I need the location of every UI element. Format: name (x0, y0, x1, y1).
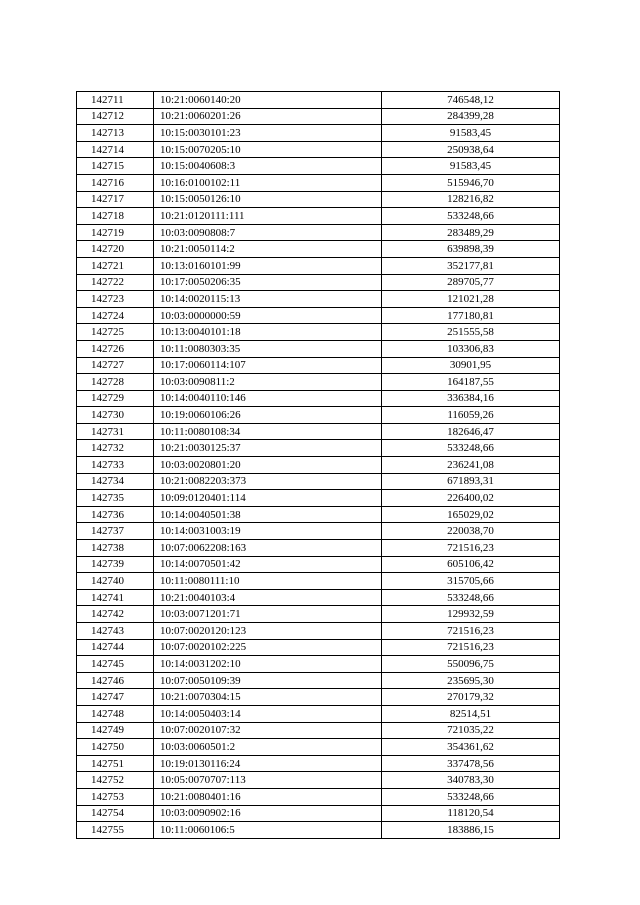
table-row (77, 390, 560, 407)
cadastral-number-cell: 10:15:0040608:3 (154, 158, 382, 175)
row-number-cell: 142747 (77, 689, 154, 706)
cadastral-number-cell: 10:03:0020801:20 (154, 457, 382, 474)
row-number-cell: 142751 (77, 755, 154, 772)
table-row (77, 241, 560, 258)
cadastral-number-cell: 10:03:0090811:2 (154, 374, 382, 391)
value-cell: 315705,66 (382, 573, 560, 590)
value-cell: 251555,58 (382, 324, 560, 341)
table-row (77, 573, 560, 590)
table-row (77, 540, 560, 557)
value-cell: 183886,15 (382, 822, 560, 839)
row-number-cell: 142737 (77, 523, 154, 540)
cadastral-number-cell: 10:07:0062208:163 (154, 540, 382, 557)
row-number-cell: 142712 (77, 108, 154, 125)
cadastral-number-cell: 10:03:0000000:59 (154, 307, 382, 324)
data-table (76, 91, 560, 839)
table-row (77, 589, 560, 606)
table-row (77, 208, 560, 225)
value-cell: 164187,55 (382, 374, 560, 391)
cadastral-number-cell: 10:19:0130116:24 (154, 755, 382, 772)
value-cell: 721516,23 (382, 540, 560, 557)
value-cell: 289705,77 (382, 274, 560, 291)
row-number-cell: 142723 (77, 291, 154, 308)
row-number-cell: 142720 (77, 241, 154, 258)
cadastral-number-cell: 10:21:0080401:16 (154, 788, 382, 805)
table-row (77, 125, 560, 142)
table-row (77, 324, 560, 341)
cadastral-number-cell: 10:15:0070205:10 (154, 141, 382, 158)
row-number-cell: 142714 (77, 141, 154, 158)
table-row (77, 689, 560, 706)
table-row (77, 805, 560, 822)
table-row (77, 506, 560, 523)
row-number-cell: 142748 (77, 705, 154, 722)
cadastral-number-cell: 10:21:0120111:111 (154, 208, 382, 225)
value-cell: 533248,66 (382, 440, 560, 457)
row-number-cell: 142739 (77, 556, 154, 573)
value-cell: 354361,62 (382, 739, 560, 756)
value-cell: 721516,23 (382, 639, 560, 656)
value-cell: 128216,82 (382, 191, 560, 208)
row-number-cell: 142721 (77, 257, 154, 274)
cadastral-number-cell: 10:11:0080303:35 (154, 340, 382, 357)
row-number-cell: 142713 (77, 125, 154, 142)
table-row (77, 274, 560, 291)
cadastral-number-cell: 10:14:0031202:10 (154, 656, 382, 673)
value-cell: 721035,22 (382, 722, 560, 739)
table-row (77, 705, 560, 722)
table-row (77, 556, 560, 573)
cadastral-number-cell: 10:17:0050206:35 (154, 274, 382, 291)
value-cell: 226400,02 (382, 490, 560, 507)
cadastral-number-cell: 10:07:0020102:225 (154, 639, 382, 656)
value-cell: 129932,59 (382, 606, 560, 623)
value-cell: 337478,56 (382, 755, 560, 772)
table-row (77, 291, 560, 308)
row-number-cell: 142736 (77, 506, 154, 523)
row-number-cell: 142734 (77, 473, 154, 490)
value-cell: 91583,45 (382, 158, 560, 175)
row-number-cell: 142731 (77, 423, 154, 440)
table-row (77, 473, 560, 490)
table-row (77, 788, 560, 805)
value-cell: 30901,95 (382, 357, 560, 374)
row-number-cell: 142742 (77, 606, 154, 623)
value-cell: 721516,23 (382, 623, 560, 640)
table-row (77, 672, 560, 689)
table-body (77, 92, 560, 839)
value-cell: 118120,54 (382, 805, 560, 822)
value-cell: 177180,81 (382, 307, 560, 324)
value-cell: 182646,47 (382, 423, 560, 440)
row-number-cell: 142716 (77, 174, 154, 191)
cadastral-number-cell: 10:14:0020115:13 (154, 291, 382, 308)
row-number-cell: 142724 (77, 307, 154, 324)
row-number-cell: 142753 (77, 788, 154, 805)
value-cell: 116059,26 (382, 407, 560, 424)
value-cell: 283489,29 (382, 224, 560, 241)
value-cell: 236241,08 (382, 457, 560, 474)
row-number-cell: 142738 (77, 540, 154, 557)
table-row (77, 357, 560, 374)
row-number-cell: 142733 (77, 457, 154, 474)
table-row (77, 623, 560, 640)
table-row (77, 191, 560, 208)
cadastral-number-cell: 10:21:0082203:373 (154, 473, 382, 490)
cadastral-number-cell: 10:15:0030101:23 (154, 125, 382, 142)
value-cell: 121021,28 (382, 291, 560, 308)
cadastral-number-cell: 10:19:0060106:26 (154, 407, 382, 424)
row-number-cell: 142730 (77, 407, 154, 424)
table-row (77, 340, 560, 357)
table-row (77, 407, 560, 424)
row-number-cell: 142749 (77, 722, 154, 739)
value-cell: 533248,66 (382, 589, 560, 606)
cadastral-number-cell: 10:15:0050126:10 (154, 191, 382, 208)
row-number-cell: 142752 (77, 772, 154, 789)
value-cell: 550096,75 (382, 656, 560, 673)
table-row (77, 174, 560, 191)
cadastral-number-cell: 10:14:0070501:42 (154, 556, 382, 573)
row-number-cell: 142755 (77, 822, 154, 839)
row-number-cell: 142732 (77, 440, 154, 457)
table-row (77, 772, 560, 789)
cadastral-number-cell: 10:21:0060201:26 (154, 108, 382, 125)
value-cell: 91583,45 (382, 125, 560, 142)
cadastral-number-cell: 10:09:0120401:114 (154, 490, 382, 507)
cadastral-number-cell: 10:07:0050109:39 (154, 672, 382, 689)
row-number-cell: 142741 (77, 589, 154, 606)
cadastral-number-cell: 10:14:0031003:19 (154, 523, 382, 540)
table-row (77, 755, 560, 772)
value-cell: 270179,32 (382, 689, 560, 706)
cadastral-number-cell: 10:11:0060106:5 (154, 822, 382, 839)
value-cell: 671893,31 (382, 473, 560, 490)
cadastral-number-cell: 10:16:0100102:11 (154, 174, 382, 191)
cadastral-number-cell: 10:03:0090902:16 (154, 805, 382, 822)
row-number-cell: 142750 (77, 739, 154, 756)
value-cell: 533248,66 (382, 788, 560, 805)
cadastral-number-cell: 10:14:0050403:14 (154, 705, 382, 722)
value-cell: 515946,70 (382, 174, 560, 191)
row-number-cell: 142728 (77, 374, 154, 391)
table-row (77, 440, 560, 457)
row-number-cell: 142717 (77, 191, 154, 208)
table-row (77, 92, 560, 109)
table-row (77, 374, 560, 391)
cadastral-number-cell: 10:07:0020107:32 (154, 722, 382, 739)
cadastral-number-cell: 10:13:0040101:18 (154, 324, 382, 341)
value-cell: 165029,02 (382, 506, 560, 523)
table-row (77, 639, 560, 656)
cadastral-number-cell: 10:21:0060140:20 (154, 92, 382, 109)
row-number-cell: 142729 (77, 390, 154, 407)
value-cell: 220038,70 (382, 523, 560, 540)
value-cell: 352177,81 (382, 257, 560, 274)
cadastral-number-cell: 10:11:0080108:34 (154, 423, 382, 440)
table-row (77, 457, 560, 474)
table-row (77, 307, 560, 324)
cadastral-number-cell: 10:14:0040110:146 (154, 390, 382, 407)
value-cell: 605106,42 (382, 556, 560, 573)
table-row (77, 423, 560, 440)
cadastral-number-cell: 10:21:0050114:2 (154, 241, 382, 258)
cadastral-number-cell: 10:11:0080111:10 (154, 573, 382, 590)
row-number-cell: 142735 (77, 490, 154, 507)
table-row (77, 606, 560, 623)
row-number-cell: 142718 (77, 208, 154, 225)
row-number-cell: 142744 (77, 639, 154, 656)
cadastral-number-cell: 10:03:0090808:7 (154, 224, 382, 241)
cadastral-number-cell: 10:13:0160101:99 (154, 257, 382, 274)
value-cell: 250938,64 (382, 141, 560, 158)
table-row (77, 739, 560, 756)
row-number-cell: 142745 (77, 656, 154, 673)
row-number-cell: 142726 (77, 340, 154, 357)
cadastral-number-cell: 10:05:0070707:113 (154, 772, 382, 789)
row-number-cell: 142722 (77, 274, 154, 291)
table-row (77, 108, 560, 125)
table-row (77, 141, 560, 158)
row-number-cell: 142727 (77, 357, 154, 374)
row-number-cell: 142719 (77, 224, 154, 241)
value-cell: 284399,28 (382, 108, 560, 125)
table-row (77, 224, 560, 241)
table-row (77, 490, 560, 507)
cadastral-number-cell: 10:07:0020120:123 (154, 623, 382, 640)
value-cell: 103306,83 (382, 340, 560, 357)
value-cell: 746548,12 (382, 92, 560, 109)
cadastral-number-cell: 10:14:0040501:38 (154, 506, 382, 523)
table-row (77, 822, 560, 839)
row-number-cell: 142711 (77, 92, 154, 109)
row-number-cell: 142746 (77, 672, 154, 689)
table-row (77, 656, 560, 673)
cadastral-number-cell: 10:03:0071201:71 (154, 606, 382, 623)
row-number-cell: 142743 (77, 623, 154, 640)
value-cell: 336384,16 (382, 390, 560, 407)
row-number-cell: 142740 (77, 573, 154, 590)
row-number-cell: 142725 (77, 324, 154, 341)
value-cell: 235695,30 (382, 672, 560, 689)
table-row (77, 158, 560, 175)
cadastral-number-cell: 10:21:0030125:37 (154, 440, 382, 457)
table-row (77, 722, 560, 739)
row-number-cell: 142715 (77, 158, 154, 175)
value-cell: 533248,66 (382, 208, 560, 225)
row-number-cell: 142754 (77, 805, 154, 822)
cadastral-number-cell: 10:21:0040103:4 (154, 589, 382, 606)
cadastral-number-cell: 10:21:0070304:15 (154, 689, 382, 706)
cadastral-number-cell: 10:03:0060501:2 (154, 739, 382, 756)
table-row (77, 257, 560, 274)
value-cell: 639898,39 (382, 241, 560, 258)
value-cell: 340783,30 (382, 772, 560, 789)
value-cell: 82514,51 (382, 705, 560, 722)
cadastral-number-cell: 10:17:0060114:107 (154, 357, 382, 374)
table-row (77, 523, 560, 540)
